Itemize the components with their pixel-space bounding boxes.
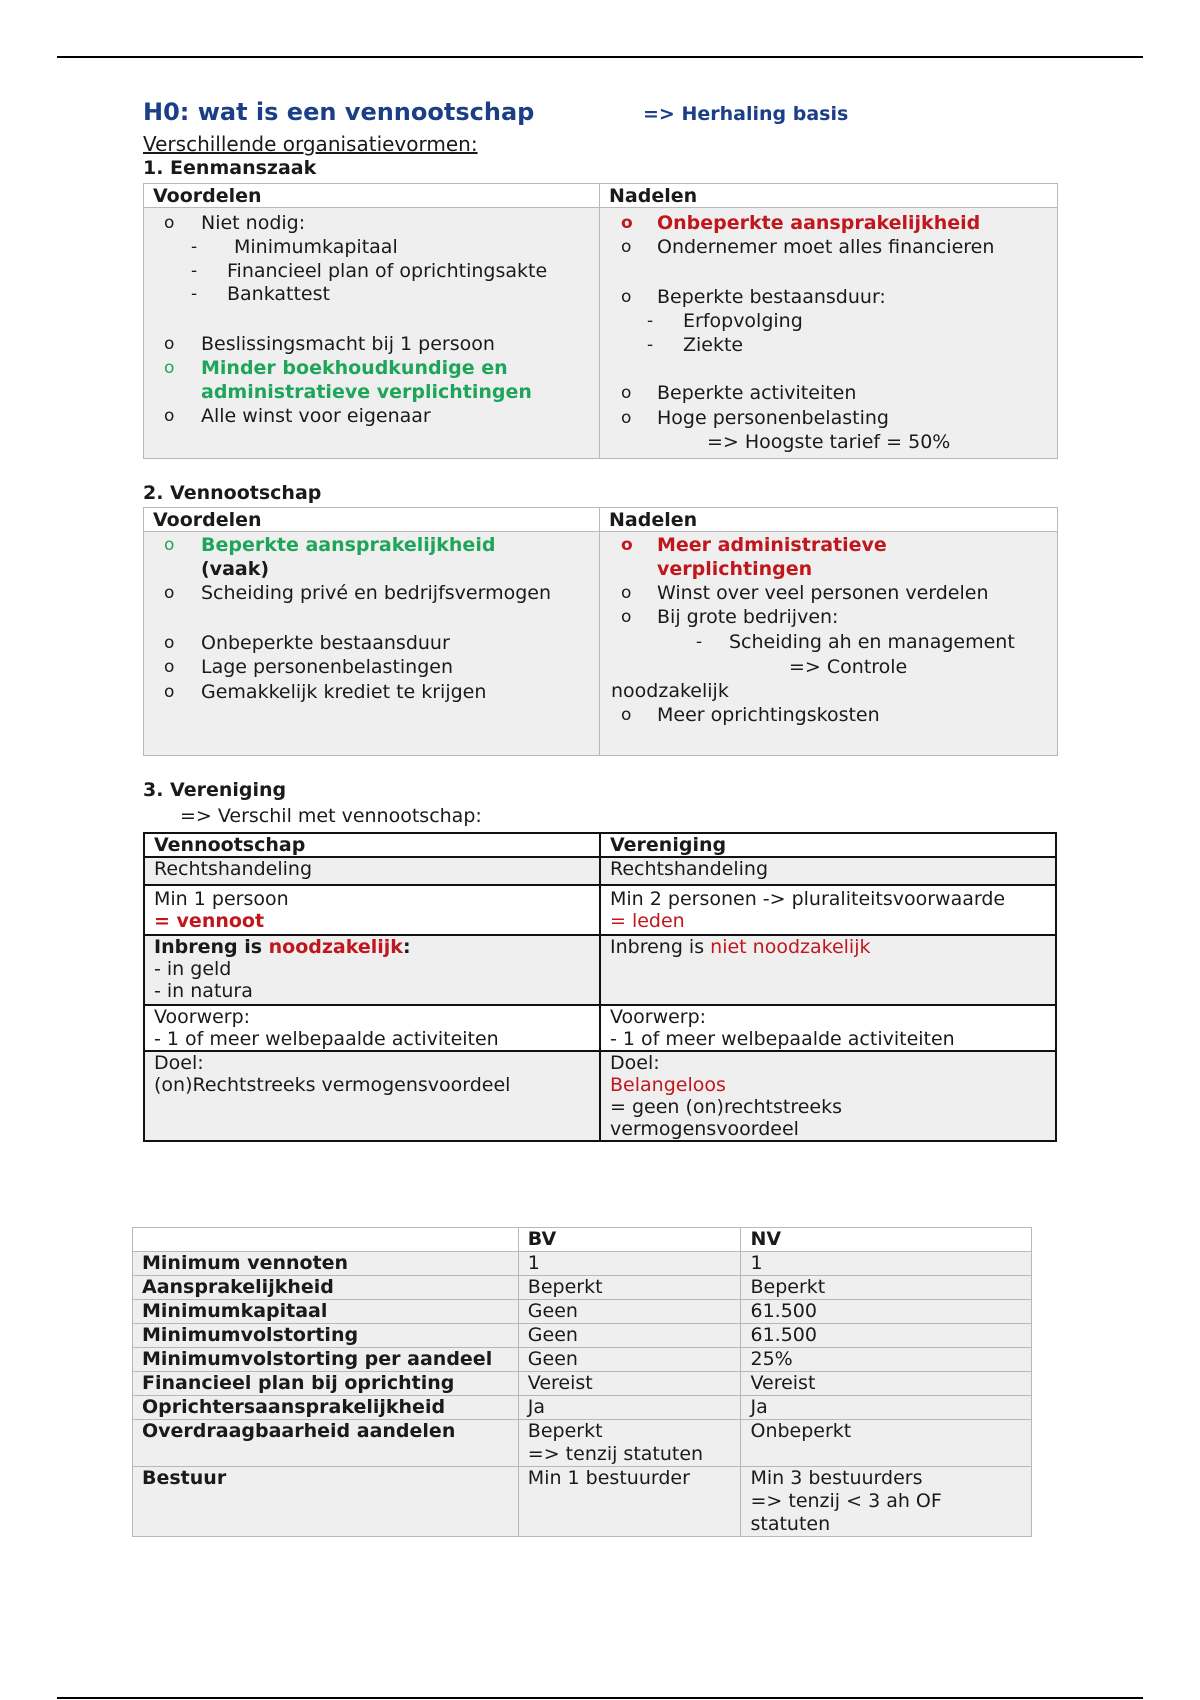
bv-nv-table [132,1227,1032,1537]
table-row [144,1005,1056,1051]
table-row [133,1372,1032,1396]
row-label: Overdraagbaarheid aandelen [133,1420,519,1467]
bullet-icon: o [621,607,632,627]
list-item: Meer administratieve [657,534,887,556]
table-cell [144,885,600,935]
bullet-icon: o [621,583,632,603]
nv-value: Vereist [741,1372,1032,1396]
cell-line: = geen (on)rechtstreeks [610,1096,843,1118]
bold-text: : [402,936,411,958]
table-row [144,885,1056,935]
dash-icon: - [191,284,198,304]
row-label: Minimum vennoten [133,1252,519,1276]
table-cell [144,935,600,1005]
list-item: Onbeperkte bestaansduur [201,632,450,654]
col-header-bv: BV [518,1228,741,1252]
col-header-vennootschap: Vennootschap [144,833,600,857]
list-item: Erfopvolging [683,310,803,332]
bullet-icon: o [164,406,175,426]
row-label: Bestuur [133,1467,519,1537]
list-item: noodzakelijk [611,680,729,702]
red-text: Belangeloos [610,1074,726,1096]
cell-line: Doel: [610,1052,660,1074]
red-text: = leden [610,910,685,932]
cell-line: Min 1 persoon [154,888,289,910]
bullet-icon: o [164,657,175,677]
nv-value: 1 [741,1252,1032,1276]
list-item: Financieel plan of oprichtingsakte [227,260,548,282]
eenmanszaak-table [143,183,1058,459]
bullet-icon: o [621,287,632,307]
list-item: Minimumkapitaal [234,236,398,258]
table-row [133,1276,1032,1300]
section-title-vereniging: 3. Vereniging [143,779,287,801]
cell-line: Voorwerp: [610,1006,707,1028]
dash-icon: - [647,311,654,331]
row-label: Minimumvolstorting per aandeel [133,1348,519,1372]
bullet-icon: o [621,383,632,403]
row-label: Minimumvolstorting [133,1324,519,1348]
nv-value: 61.500 [741,1300,1032,1324]
dash-icon: - [191,261,198,281]
list-item: Winst over veel personen verdelen [657,582,989,604]
nv-value: 61.500 [741,1324,1032,1348]
top-rule [57,56,1143,58]
bv-value: Min 1 bestuurder [518,1467,741,1537]
dash-icon: - [191,237,198,257]
nv-value: Onbeperkt [741,1420,1032,1467]
list-item: Niet nodig: [201,212,306,234]
subtitle: Verschillende organisatievormen: [143,132,478,156]
list-item: Ziekte [683,334,744,356]
col-header-vereniging: Vereniging [600,833,1056,857]
bv-value: Geen [518,1348,741,1372]
nv-value: Beperkt [741,1276,1032,1300]
bv-value: Geen [518,1324,741,1348]
cell-line: statuten [750,1513,831,1535]
cell-line: - in natura [154,980,253,1002]
list-item: verplichtingen [657,558,813,580]
dash-icon: - [696,632,703,652]
list-item: Gemakkelijk krediet te krijgen [201,681,487,703]
list-item: Beslissingsmacht bij 1 persoon [201,333,495,355]
cell-line: - 1 of meer welbepaalde activiteiten [154,1028,499,1050]
list-item: (vaak) [201,558,270,580]
bullet-icon: o [621,705,632,725]
vereniging-table [143,832,1057,1142]
cell-line [154,910,590,932]
list-item: Ondernemer moet alles financieren [657,236,995,258]
list-item: Beperkte aansprakelijkheid [201,534,496,556]
bottom-rule [57,1697,1143,1699]
nv-value [741,1467,1032,1537]
bv-value: Vereist [518,1372,741,1396]
col-header-nv: NV [741,1228,1032,1252]
table-row [133,1396,1032,1420]
table-header-row [133,1228,1032,1252]
column-divider [599,184,600,458]
page-title: H0: wat is een vennootschap [143,98,535,126]
table-row [144,935,1056,1005]
cell-line: => tenzij < 3 ah OF [750,1490,942,1512]
table-row [144,857,1056,885]
table-row [144,1051,1056,1141]
row-label: Minimumkapitaal [133,1300,519,1324]
red-text: vennoot [176,910,265,932]
table-row [133,1467,1032,1537]
voordelen-header: Voordelen [144,184,600,208]
section-title-eenmanszaak: 1. Eenmanszaak [143,157,317,179]
list-item: Scheiding ah en management [729,631,1015,653]
list-item: Bankattest [227,283,330,305]
red-text: noodzakelijk [268,936,403,958]
table-cell [600,885,1056,935]
voordelen-header: Voordelen [144,508,600,532]
cell-line: Min 2 personen -> pluraliteitsvoorwaarde [610,888,1006,910]
bv-value: Beperkt [518,1276,741,1300]
table-cell [600,1005,1056,1051]
column-divider [599,508,600,755]
bv-value: 1 [518,1252,741,1276]
list-item: Lage personenbelastingen [201,656,454,678]
cell-line [154,936,590,958]
row-label: Financieel plan bij oprichting [133,1372,519,1396]
herhaling-note: => Herhaling basis [643,103,849,125]
bold-text: Inbreng is [154,936,269,958]
eq-sign: = [154,910,177,932]
empty-header [133,1228,519,1252]
bullet-icon: o [621,213,633,233]
row-label: Aansprakelijkheid [133,1276,519,1300]
cell-line: vermogensvoordeel [610,1118,799,1140]
cell-line: Min 3 bestuurders [750,1467,923,1489]
bullet-icon: o [621,408,632,428]
table-row [133,1300,1032,1324]
bullet-icon: o [164,633,175,653]
nadelen-header: Nadelen [600,184,1057,208]
cell-line: Doel: [154,1052,204,1074]
table-cell [144,1051,600,1141]
dash-icon: - [647,335,654,355]
list-item: Minder boekhoudkundige en [201,357,508,379]
table-row [133,1420,1032,1467]
cell-line: Beperkt [527,1420,603,1442]
vennootschap-table [143,507,1058,756]
bullet-icon: o [621,535,633,555]
table-cell: Rechtshandeling [144,857,600,885]
table-cell: Rechtshandeling [600,857,1056,885]
cell-line: - 1 of meer welbepaalde activiteiten [610,1028,955,1050]
list-item: Onbeperkte aansprakelijkheid [657,212,981,234]
cell-line: - in geld [154,958,232,980]
nv-value: Ja [741,1396,1032,1420]
list-item: Bij grote bedrijven: [657,606,839,628]
list-item: administratieve verplichtingen [201,381,532,403]
list-item: Alle winst voor eigenaar [201,405,431,427]
bv-value: Ja [518,1396,741,1420]
section-title-vennootschap: 2. Vennootschap [143,482,322,504]
table-row [133,1252,1032,1276]
cell-line: (on)Rechtstreeks vermogensvoordeel [154,1074,511,1096]
bv-value [518,1420,741,1467]
cell-line: Voorwerp: [154,1006,251,1028]
cell-line [610,936,1046,958]
list-item: => Hoogste tarief = 50% [707,431,951,453]
table-cell [600,1051,1056,1141]
bullet-icon: o [164,682,175,702]
bv-value: Geen [518,1300,741,1324]
list-item: Scheiding privé en bedrijfsvermogen [201,582,551,604]
list-item: => Controle [789,656,908,678]
bullet-icon: o [621,237,632,257]
list-item: Beperkte activiteiten [657,382,857,404]
table-cell [144,1005,600,1051]
list-item: Hoge personenbelasting [657,407,889,429]
nv-value: 25% [741,1348,1032,1372]
table-row [133,1348,1032,1372]
cell-line: => tenzij statuten [527,1443,704,1465]
table-cell [600,935,1056,1005]
row-label: Oprichtersaansprakelijkheid [133,1396,519,1420]
bullet-icon: o [164,535,175,555]
list-item: Meer oprichtingskosten [657,704,880,726]
bullet-icon: o [164,583,175,603]
nadelen-header: Nadelen [600,508,1057,532]
plain-text: Inbreng is [610,936,711,958]
verschil-note: => Verschil met vennootschap: [180,805,482,827]
red-text: niet noodzakelijk [710,936,871,958]
list-item: Beperkte bestaansduur: [657,286,886,308]
table-row [133,1324,1032,1348]
bullet-icon: o [164,358,175,378]
bullet-icon: o [164,213,175,233]
bullet-icon: o [164,334,175,354]
